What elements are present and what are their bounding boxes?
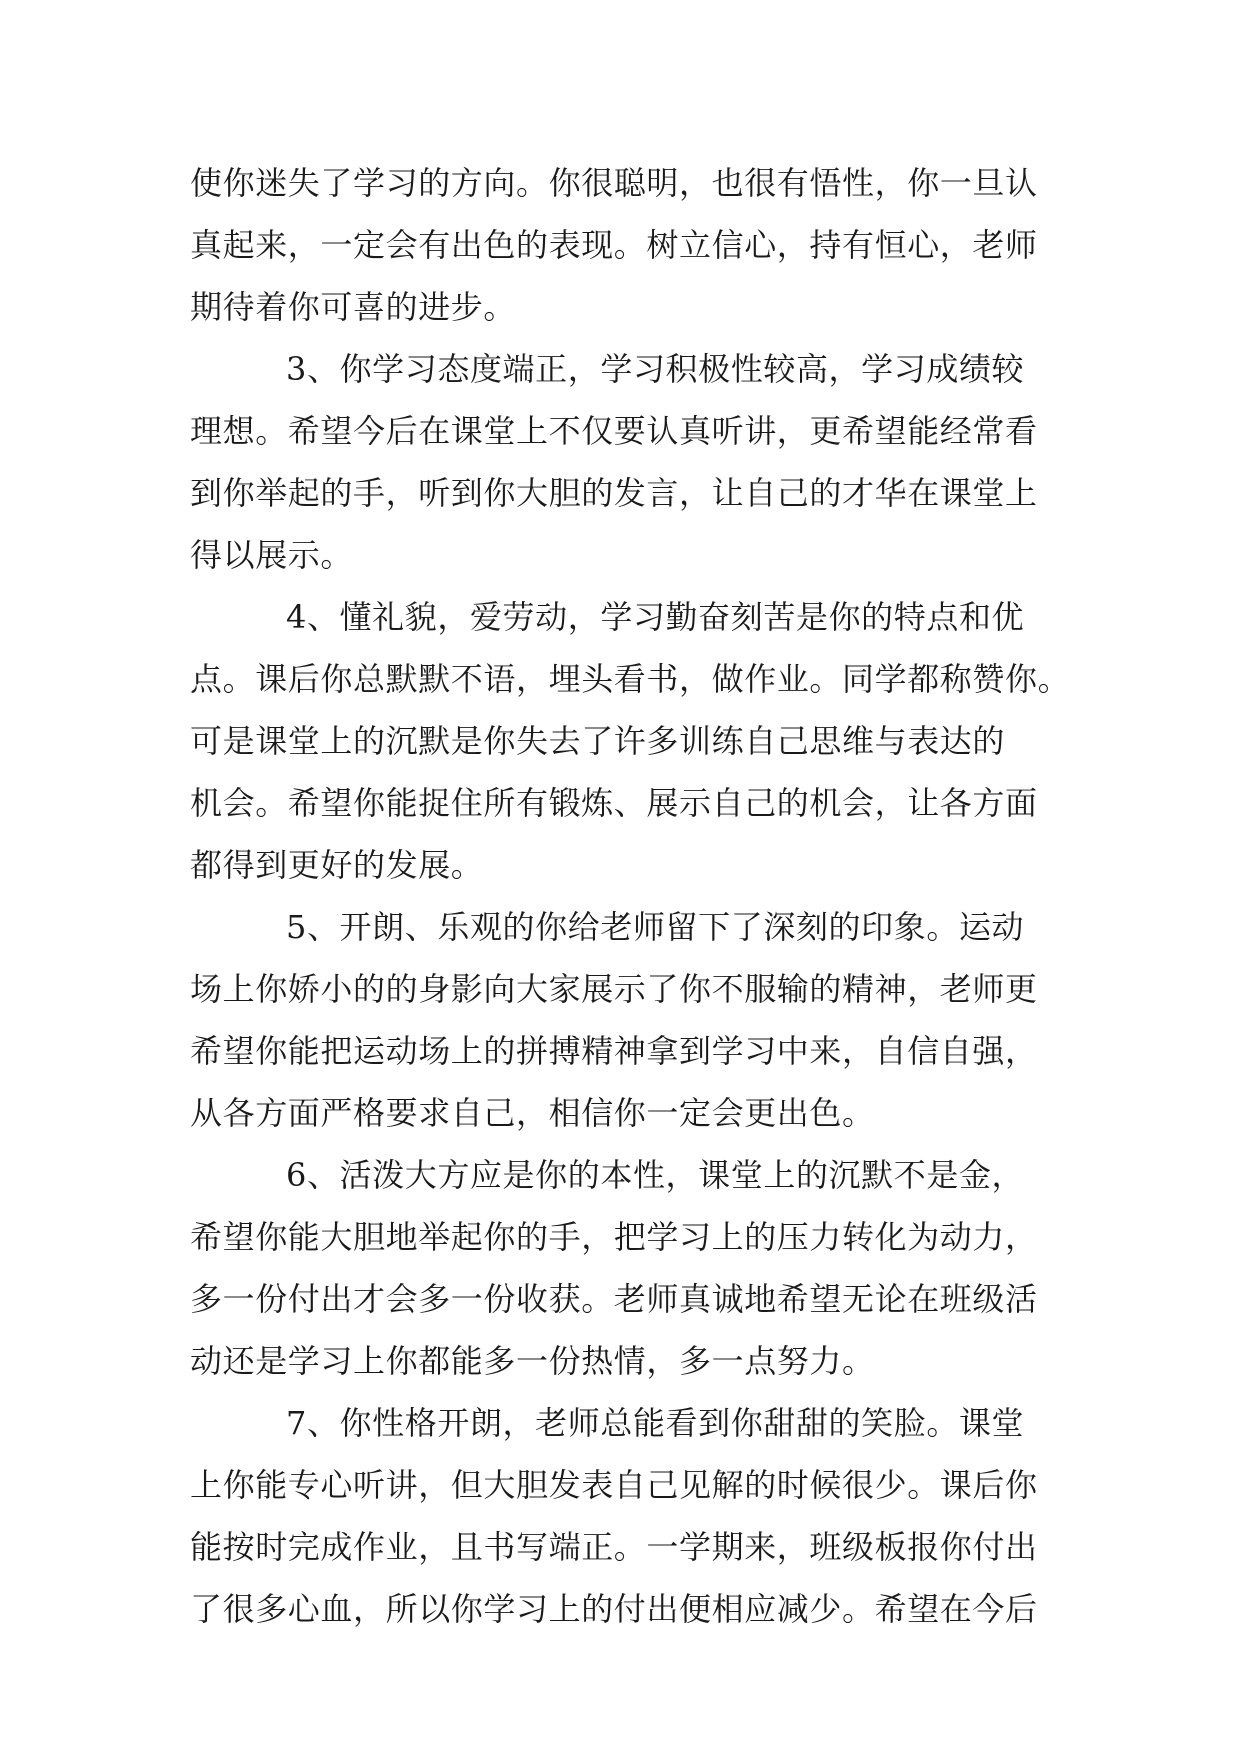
text-line: 到你举起的手，听到你大胆的发言，让自己的才华在课堂上 <box>190 474 1038 512</box>
text-line: 得以展示。 <box>190 536 354 574</box>
text-line: 都得到更好的发展。 <box>190 846 484 884</box>
text-line: 机会。希望你能捉住所有锻炼、展示自己的机会，让各方面 <box>190 784 1038 822</box>
text-line: 理想。希望今后在课堂上不仅要认真听讲，更希望能经常看 <box>190 412 1038 450</box>
text-line: 了很多心血，所以你学习上的付出便相应减少。希望在今后 <box>190 1590 1038 1628</box>
paragraph-start-line: 6、活泼大方应是你的本性，课堂上的沉默不是金， <box>286 1156 1025 1194</box>
text-line: 可是课堂上的沉默是你失去了许多训练自己思维与表达的 <box>190 722 1006 760</box>
text-line: 从各方面严格要求自己，相信你一定会更出色。 <box>190 1094 875 1132</box>
text-line: 希望你能大胆地举起你的手，把学习上的压力转化为动力， <box>190 1218 1038 1256</box>
text-line: 使你迷失了学习的方向。你很聪明，也很有悟性，你一旦认 <box>190 164 1038 202</box>
text-line: 动还是学习上你都能多一份热情，多一点努力。 <box>190 1342 875 1380</box>
paragraph-start-line: 5、开朗、乐观的你给老师留下了深刻的印象。运动 <box>286 908 1025 946</box>
text-line: 上你能专心听讲，但大胆发表自己见解的时候很少。课后你 <box>190 1466 1038 1504</box>
text-line: 场上你娇小的的身影向大家展示了你不服输的精神，老师更 <box>190 970 1038 1008</box>
paragraph-start-line: 3、你学习态度端正，学习积极性较高，学习成绩较 <box>286 350 1025 388</box>
text-line: 能按时完成作业，且书写端正。一学期来，班级板报你付出 <box>190 1528 1038 1566</box>
paragraph-start-line: 4、懂礼貌，爱劳动，学习勤奋刻苦是你的特点和优 <box>286 598 1025 636</box>
text-line: 多一份付出才会多一份收获。老师真诚地希望无论在班级活 <box>190 1280 1038 1318</box>
document-body <box>190 152 1071 1640</box>
text-line: 希望你能把运动场上的拼搏精神拿到学习中来，自信自强， <box>190 1032 1038 1070</box>
text-line: 期待着你可喜的进步。 <box>190 288 517 326</box>
text-line: 真起来，一定会有出色的表现。树立信心，持有恒心，老师 <box>190 226 1038 264</box>
paragraph-start-line: 7、你性格开朗，老师总能看到你甜甜的笑脸。课堂 <box>286 1404 1025 1442</box>
text-line: 点。课后你总默默不语，埋头看书，做作业。同学都称赞你。 <box>190 660 1071 698</box>
